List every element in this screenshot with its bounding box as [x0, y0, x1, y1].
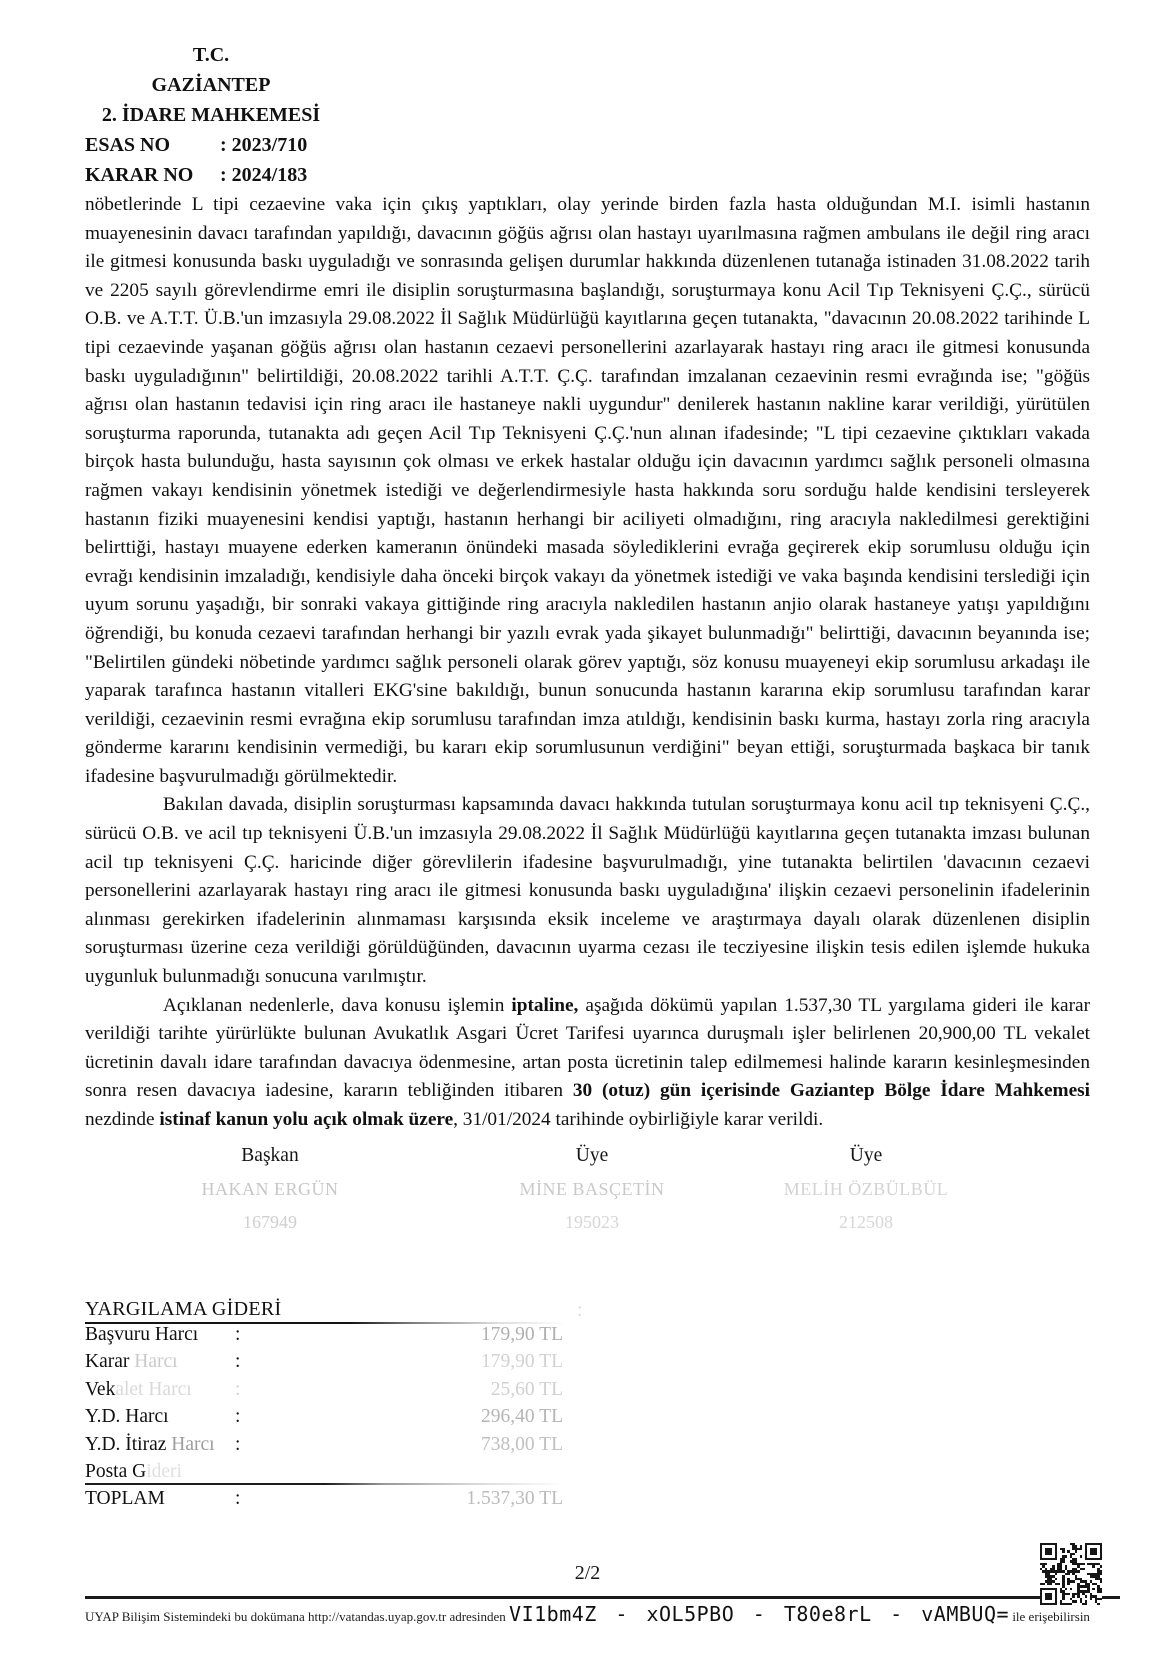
karar-no-label: KARAR NO [85, 164, 194, 186]
cost-row-karar-harci: Karar Harcı : 179,90 TL [85, 1351, 563, 1373]
karar-no-row [85, 160, 1090, 190]
signature-name: MİNE BASÇETİN [519, 1179, 665, 1199]
signature-role: Üye [849, 1145, 883, 1166]
cost-row-yd-harci: Y.D. Harcı : 296,40 TL [85, 1406, 563, 1428]
signature-member-1 [455, 1144, 729, 1232]
footer-rule [85, 1596, 1120, 1599]
paragraph-evaluation: Bakılan davada, disiplin soruşturması kapsamında davacı hakkında tutulan soruşturmaya konu acil tıp teknisyeni Ç.Ç., sürücü O.B. ve acil tıp teknisyeni Ü.B.'un imzasıyla 29.08.2022 İl Sağlık Müdürlüğü kayıtlarına geçen tutanakta imzası bulunan acil tıp teknisyeni Ç.Ç. haricinde diğer görevlilerin ifadesine başvurulmadığı, yine tutanakta belirtilen 'davacının cezaevi personellerini azarlayarak hastayı ring aracı ile gitmesi konusunda baskı uyguladığına' ilişkin cezaevi personelinin ifadelerinin alınması gerekirken ifadelerinin alınmaması karşısında eksik inceleme ve araştırmaya dayalı olarak düzenlenen disiplin soruşturması üzerine ceza verildiği görüldüğünden, davacının uyarma cezası ile tecziyesine ilişkin tesis edilen işlemde hukuka uygunluk bulunmadığı sonucuna varılmıştır. [85, 794, 1090, 988]
decision-body [85, 191, 1090, 1135]
cost-row-posta-gideri: Posta Gideri [85, 1461, 563, 1488]
signature-reg-no: 195023 [565, 1212, 619, 1232]
uyap-footer [85, 1602, 1120, 1626]
court-name: 2. İDARE MAHKEMESİ [101, 104, 321, 126]
court-title-block [85, 40, 337, 130]
costs-table [85, 1298, 583, 1516]
signature-name: MELİH ÖZBÜLBÜL [783, 1179, 949, 1199]
uyap-footer-suffix: ile erişebilirsin [1009, 1609, 1090, 1624]
cost-row-yd-itiraz-harci: Y.D. İtiraz Harcı : 738,00 TL [85, 1433, 563, 1455]
esas-no-label: ESAS NO [85, 134, 171, 156]
signature-block [85, 1144, 1090, 1232]
esas-no-row [85, 130, 1090, 160]
signature-president [85, 1144, 455, 1232]
document-header [85, 40, 1090, 190]
cost-row-toplam: TOPLAM : 1.537,30 TL [85, 1488, 563, 1510]
costs-total-separator [85, 1483, 565, 1486]
paragraph-facts: nöbetlerinde L tipi cezaevine vaka için çıkış yaptıkları, olay yerinde birden fazla hasta olduğundan M.I. isimli hastanın muayenesinin davacı tarafından yapıldığı, davacının göğüs ağrısı olan hastayı uyarılmasına rağmen ambulans ile değil ring aracı ile gitmesi konusunda baskı uyguladığı ve sonrasında gelişen durumlar hakkında düzenlenen tutanağa istinaden 31.08.2022 tarih ve 2205 sayılı görevlendirme emri ile disiplin soruşturmasına başlandığı, soruşturmaya konu Acil Tıp Teknisyeni Ç.Ç., sürücü O.B. ve A.T.T. Ü.B.'un imzasıyla 29.08.2022 İl Sağlık Müdürlüğü kayıtlarına geçen tutanakta, "davacının 20.08.2022 tarihinde L tipi cezaevinde yaşanan göğüs ağrısı olan hastanın cezaevi personellerini azarlayarak hastayı ring aracı ile gitmesi konusunda baskı uyguladığının" belirtildiği, 20.08.2022 tarihli A.T.T. Ç.Ç. tarafından imzalanan cezaevinin resmi evrağında ise; "göğüs ağrısı olan hastanın tedavisi için ring aracı ile hastaneye nakli uygundur" denilerek hastanın nakline karar verildiği, yürütülen soruşturma raporunda, tutanakta adı geçen Acil Tıp Teknisyeni Ç.Ç.'nun alınan ifadesinde; "L tipi cezaevine çıktıkları vakada birçok hasta bulunduğu, hasta sayısının çok olması ve erkek hastalar olduğu için davacının yardımcı sağlık personeli olmasına rağmen vakayı kendisinin yönetmek istediği ve değerlendirmesiyle hasta hakkında soru sorduğu halde kendisini tersleyerek hastanın fiziki muayenesini kendisi yaptığı, hastanın herhangi bir aciliyeti olmadığını, ring aracıyla nakledilmesi gerektiğini belirttiği, hastayı muayene ederken kameranın önündeki masada söylediklerini evrağa geçirerek ekip sorumlusu olduğu için evrağı kendisinin imzaladığı, kendisiyle daha önceki birçok vakayı da yönetmek istediği ve vaka başında kendisini terslediği için uyum sorunu yaşadığı, bir sonraki vakaya gittiğinde ring aracıyla nakledilen hastanın anjio olarak hastaneye yatışı yapıldığını öğrendiği, bu konuda cezaevi tarafından herhangi bir yazılı evrak yada şikayet bulunmadığı" belirttiği, davacının beyanında ise; "Belirtilen gündeki nöbetinde yardımcı sağlık personeli olarak görev yaptığı, söz konusu muayeneyi ekip sorumlusu arkadaşı ile yaparak tarafınca hastanın vitalleri EKG'sine bakıldığı, bunun sonucunda hastanın kararına ekip sorumlusu tarafından karar verildiği, cezaevinin resmi evrağına ekip sorumlusu tarafından imza atıldığı, kendisinin baskı kurma, hastayı zorla ring aracıyla gönderme kararını kendisinin vermediği, bu kararı ekip sorumlusunun verdiğini" beyan ettiği, soruşturmada başkaca bir tanık ifadesine başvurulmadığı görülmektedir. [85, 194, 1090, 787]
karar-no-value: : 2024/183 [220, 164, 308, 186]
cost-row-basvuru-harci: Başvuru Harcı : 179,90 TL [85, 1324, 563, 1345]
page-number: 2/2 [574, 1562, 601, 1584]
republic-label: T.C. [192, 44, 230, 66]
qr-code [1040, 1543, 1102, 1605]
signature-reg-no: 212508 [839, 1212, 893, 1232]
ghost-colon: : [577, 1300, 583, 1321]
paragraph-ruling: Açıklanan nedenlerle, dava konusu işlemin iptaline, aşağıda dökümü yapılan 1.537,30 TL yargılama gideri ile karar verildiği tarihte yürürlükte bulunan Avukatlık Asgari Ücret Tarifesi uyarınca duruşmalı işler belirlenen 20,900,00 TL vekalet ücretinin davalı idare tarafından davacıya ödenmesine, artan posta ücretinin talep edilmemesi halinde kararın kesinleşmesinden sonra resen davacıya iadesine, kararın tebliğinden itibaren 30 (otuz) gün içerisinde Gaziantep Bölge İdare Mahkemesi nezdinde istinaf kanun yolu açık olmak üzere, 31/01/2024 tarihinde oybirliğiyle karar verildi. [85, 994, 1091, 1130]
verification-codes: VI1bm4Z - xOL5PBO - T80e8rL - vAMBUQ= [509, 1602, 1010, 1626]
signature-role: Üye [575, 1145, 609, 1166]
esas-no-value: : 2023/710 [220, 134, 308, 156]
signature-name: HAKAN ERGÜN [201, 1179, 339, 1199]
city-label: GAZİANTEP [151, 74, 271, 96]
signature-role: Başkan [241, 1145, 299, 1166]
costs-header-row [85, 1298, 583, 1324]
uyap-footer-prefix: UYAP Bilişim Sistemindeki bu dokümana http://vatandas.uyap.gov.tr adresinden [85, 1609, 510, 1624]
signature-member-2 [729, 1144, 1003, 1232]
costs-title: YARGILAMA GİDERİ [85, 1298, 282, 1320]
cost-row-vekalet-harci: Vekalet Harcı : 25,60 TL [85, 1378, 563, 1400]
signature-reg-no: 167949 [243, 1212, 297, 1232]
